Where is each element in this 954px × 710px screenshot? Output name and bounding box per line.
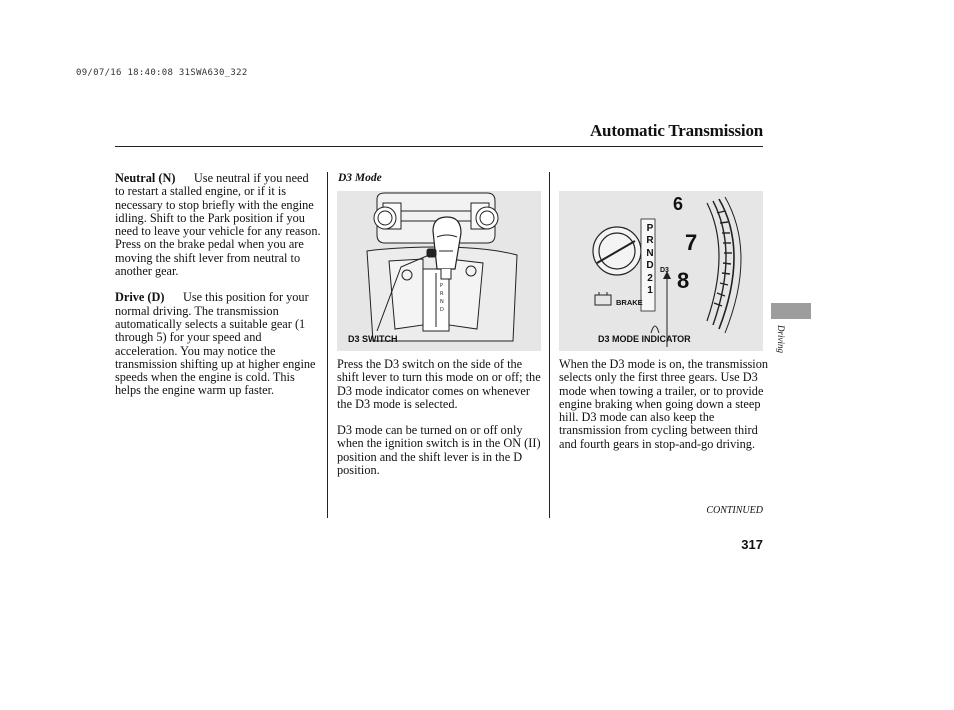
svg-text:D: D [440, 307, 444, 313]
section-tab [771, 303, 811, 319]
drive-heading: Drive (D) [115, 290, 165, 305]
shift-lever-illustration [337, 191, 541, 351]
section-tab-label: Driving [776, 325, 786, 353]
d3-indicator-label: D3 MODE INDICATOR [598, 334, 691, 344]
middle-paragraph-1: Press the D3 switch on the side of the shift lever to turn this mode on or off; the D3 mode indicator comes on whenever the D3 mode is selected. [337, 357, 541, 411]
right-paragraph: When the D3 mode is on, the transmission selects only the first three gears. Use D3 mode when towing a trailer, or to provide engine braking when going down a steep hill. D3 mode can also keep the transmission from cycling between third and fourth gears in stop-and-go driving. [559, 357, 769, 451]
middle-text [337, 358, 541, 477]
svg-text:R: R [440, 291, 444, 297]
gear-1: 1 [647, 285, 653, 297]
figure-caption: D3 Mode [338, 172, 382, 184]
gear-d: D [646, 260, 654, 272]
page-title: Automatic Transmission [589, 121, 763, 140]
gear-p: P [646, 223, 654, 234]
column-divider-left [327, 172, 328, 518]
gear-position-list [645, 223, 655, 297]
gear-n: N [646, 247, 654, 259]
speed-numeral-6: 6 [673, 194, 684, 214]
d3-indicator-lamp: D3 [660, 267, 669, 274]
d3-switch-figure [337, 191, 541, 351]
svg-text:N: N [440, 299, 444, 305]
page-number: 317 [741, 537, 763, 552]
middle-paragraph-2: D3 mode can be turned on or off only when the ignition switch is in the ON (II) position and the shift lever is in the D position. [337, 423, 541, 478]
print-stamp: 09/07/16 18:40:08 31SWA630_322 [76, 68, 248, 78]
brake-lamp-label: BRAKE [616, 298, 643, 307]
neutral-text: Use neutral if you need to restart a stalled engine, or if it is necessary to stop briefly with the engine idling. Shift to the Park position if you need to leave your vehicle for any reason. Press on the brake pedal when you are moving the shift lever from neutral to another gear. [115, 171, 321, 279]
column-divider-right [549, 172, 550, 518]
neutral-paragraph [115, 172, 321, 278]
title-rule [115, 146, 763, 147]
d3-indicator-figure [559, 191, 763, 351]
drive-paragraph [115, 291, 321, 397]
neutral-heading: Neutral (N) [115, 171, 176, 185]
gear-2: 2 [647, 272, 653, 284]
left-column [115, 172, 321, 398]
drive-text: Use this position for your normal driving. The transmission automatically selects a suitable gear (1 through 5) for your speed and acceleration. You may notice the transmission shifting up at higher engine speeds when the engine is cold. This helps the engine warm up faster. [115, 290, 316, 398]
gear-r: R [646, 235, 654, 247]
speed-numeral-8: 8 [677, 268, 690, 293]
svg-text:P: P [440, 283, 444, 289]
d3-switch-label: D3 SWITCH [348, 334, 398, 344]
speed-numeral-7: 7 [685, 230, 698, 255]
continued-note: CONTINUED [706, 505, 763, 516]
